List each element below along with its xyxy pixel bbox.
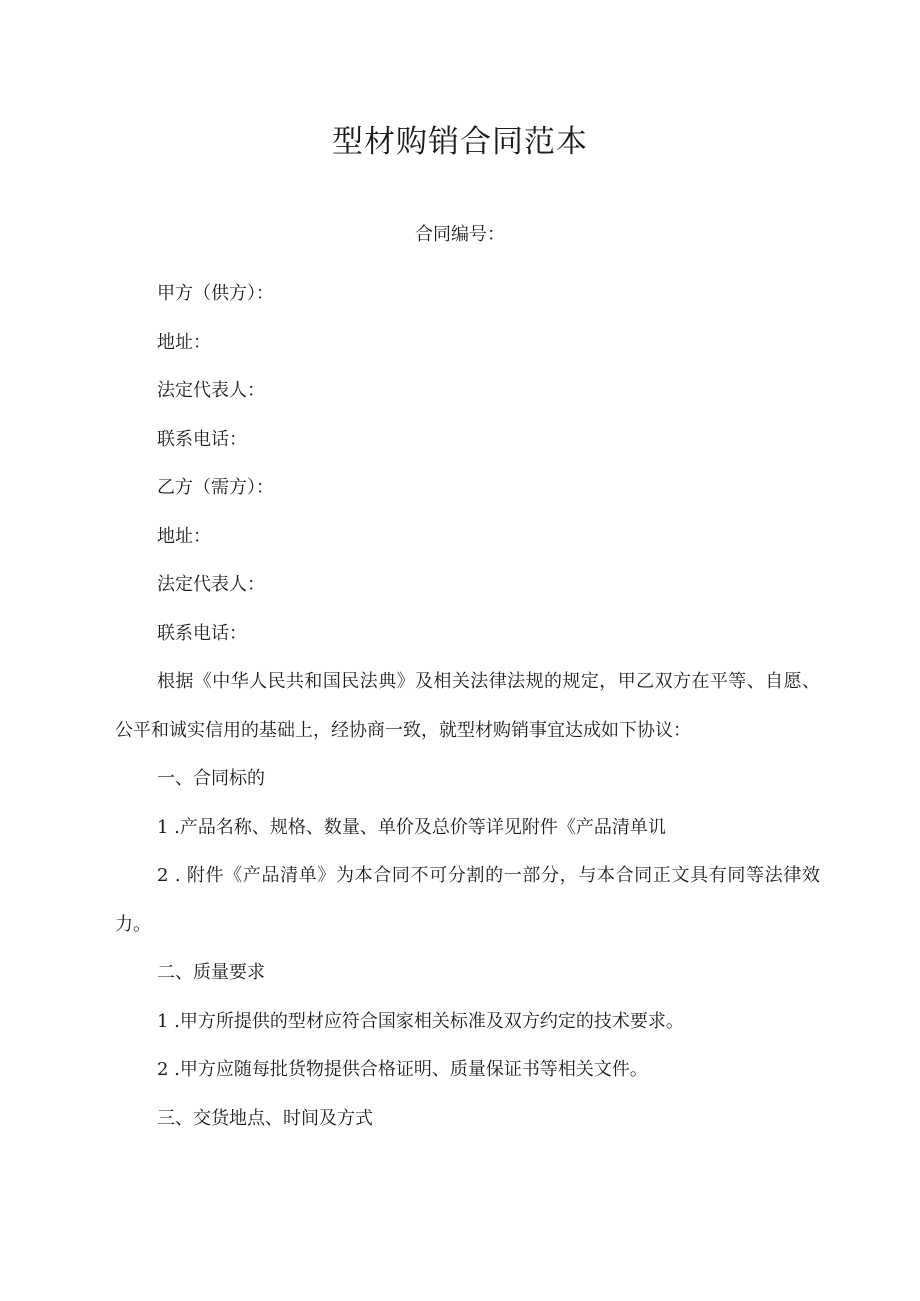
document-body: [115, 270, 820, 1143]
section-item: 2 . 附件《产品清单》为本合同不可分割的一部分，与本合同正文具有同等法律效力。: [115, 865, 820, 935]
section-item: 2 .甲方应随每批货物提供合格证明、质量保证书等相关文件。: [157, 1059, 648, 1080]
contract-number-label: 合同编号：: [415, 224, 505, 245]
party-b-representative: 法定代表人：: [157, 574, 265, 595]
section-heading: 一、合同标的: [157, 768, 265, 789]
party-a-phone: 联系电话：: [157, 428, 247, 450]
section-item: 1 .产品名称、规格、数量、单价及总价等详见附件《产品清单讥: [157, 816, 666, 838]
party-a-title: 甲方（供方）：: [157, 283, 274, 304]
section-heading: 二、质量要求: [157, 962, 265, 983]
party-a-address: 地址：: [157, 331, 211, 353]
party-a-representative: 法定代表人：: [157, 380, 265, 401]
party-b-phone: 联系电话：: [157, 622, 247, 644]
section-heading: 三、交货地点、时间及方式: [157, 1107, 373, 1129]
section-item: 1 .甲方所提供的型材应符合国家相关标准及双方约定的技术要求。: [157, 1010, 684, 1032]
preamble-paragraph: 根据《中华人民共和国民法典》及相关法律法规的规定，甲乙双方在平等、自愿、公平和诚实信用的基础上，经协商一致，就型材购销事宜达成如下协议：: [115, 671, 820, 741]
party-b-address: 地址：: [157, 525, 211, 547]
party-b-title: 乙方（需方）：: [157, 477, 274, 498]
document-title: 型材购销合同范本: [332, 124, 588, 160]
